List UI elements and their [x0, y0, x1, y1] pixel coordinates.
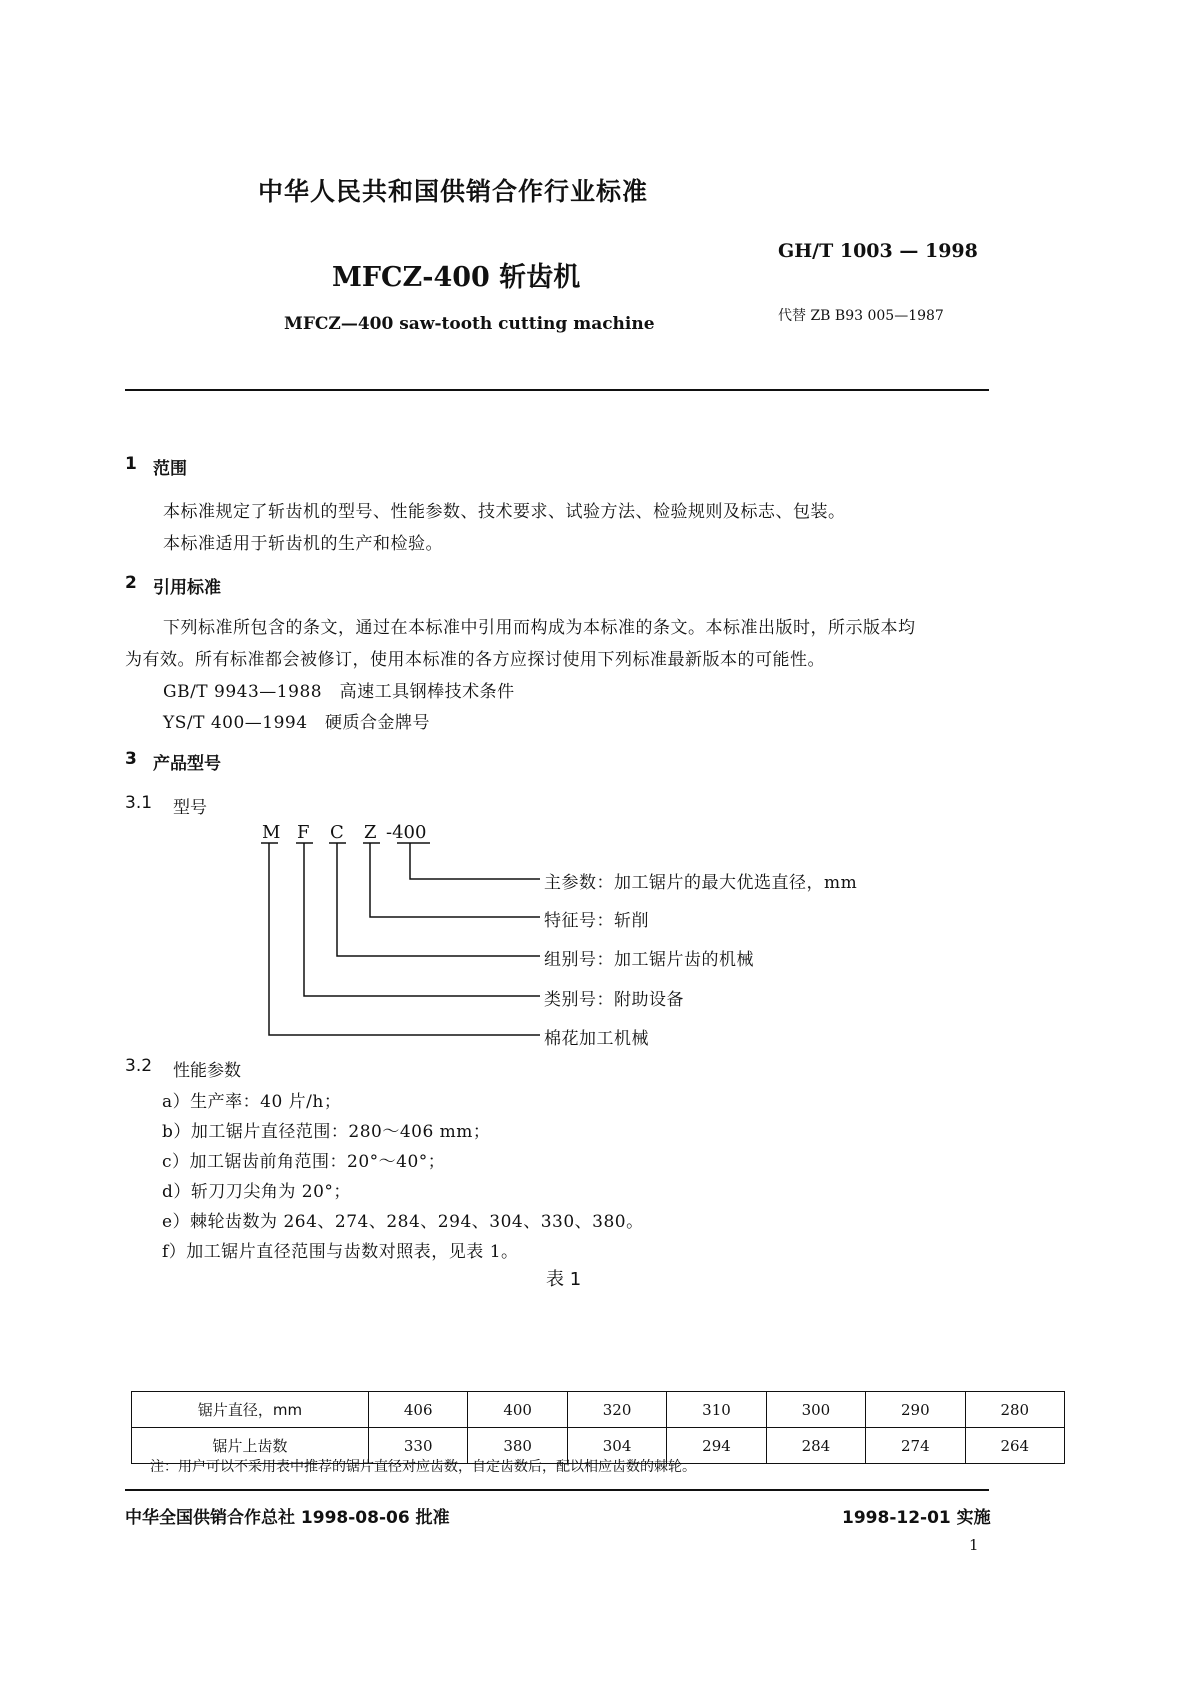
- table-cell: 274: [866, 1428, 965, 1464]
- model-legend-item: 主参数：加工锯片的最大优选直径，mm: [544, 873, 858, 893]
- leader-line-category: [304, 843, 540, 996]
- section-1-number: 1: [125, 454, 137, 474]
- table-cell: 294: [667, 1428, 766, 1464]
- effective-date: 1998-12-01 实施: [842, 1508, 991, 1528]
- table-cell: 280: [965, 1392, 1064, 1428]
- leader-line-group: [337, 843, 540, 956]
- section-2-paragraph: 下列标准所包含的条文，通过在本标准中引用而构成为本标准的条文。本标准出版时，所示版本均: [163, 618, 916, 638]
- spec-item: a）生产率：40 片/h；: [162, 1092, 342, 1112]
- leader-line-feature: [370, 843, 540, 917]
- section-2-number: 2: [125, 573, 137, 593]
- issuing-org-title: 中华人民共和国供销合作行业标准: [258, 177, 649, 206]
- table-cell: 406: [369, 1392, 468, 1428]
- leader-line-main-parameter: [410, 843, 540, 879]
- row-header: 锯片上齿数: [132, 1428, 369, 1464]
- section-3-title: 产品型号: [153, 754, 221, 774]
- section-3-2-title: 性能参数: [173, 1061, 241, 1081]
- table-cell: 330: [369, 1428, 468, 1464]
- model-legend-item: 特征号：斩削: [544, 911, 649, 931]
- spec-item: c）加工锯齿前角范围：20°～40°；: [162, 1152, 446, 1172]
- section-3-2-number: 3.2: [125, 1056, 153, 1076]
- section-1-paragraph: 本标准适用于斩齿机的生产和检验。: [163, 534, 443, 554]
- table-row: [132, 1392, 1065, 1428]
- table-cell: 380: [468, 1428, 567, 1464]
- standard-number: GH/T 1003 — 1998: [778, 240, 978, 262]
- table-cell: 310: [667, 1392, 766, 1428]
- section-2-title: 引用标准: [153, 578, 221, 598]
- section-3-1-number: 3.1: [125, 793, 153, 813]
- reference-standard: YS/T 400—1994 硬质合金牌号: [163, 713, 431, 733]
- leader-line-cotton-machinery: [269, 843, 540, 1035]
- spec-item: b）加工锯片直径范围：280～406 mm；: [162, 1122, 491, 1142]
- model-legend-item: 棉花加工机械: [544, 1029, 649, 1049]
- table-note: 注：用户可以不采用表中推荐的锯片直径对应齿数，自定齿数后，配以相应齿数的棘轮。: [150, 1459, 696, 1475]
- table-cell: 264: [965, 1428, 1064, 1464]
- table-cell: 284: [766, 1428, 865, 1464]
- table-cell: 320: [567, 1392, 666, 1428]
- section-2-paragraph: 为有效。所有标准都会被修订，使用本标准的各方应探讨使用下列标准最新版本的可能性。: [125, 650, 825, 670]
- section-1-paragraph: 本标准规定了斩齿机的型号、性能参数、技术要求、试验方法、检验规则及标志、包装。: [163, 502, 846, 522]
- table-cell: 290: [866, 1392, 965, 1428]
- model-legend-item: 类别号：附助设备: [544, 990, 684, 1010]
- replaces-standard: 代替 ZB B93 005—1987: [778, 308, 944, 324]
- document-title-english: MFCZ—400 saw-tooth cutting machine: [284, 314, 655, 334]
- model-legend-item: 组别号：加工锯片齿的机械: [544, 950, 754, 970]
- model-code-letter: Z: [364, 822, 377, 843]
- page-number: 1: [969, 1536, 979, 1554]
- model-code-letter: M: [262, 822, 281, 843]
- table-caption: 表 1: [546, 1269, 582, 1290]
- model-code-number: -400: [386, 822, 427, 843]
- spec-item: e）棘轮齿数为 264、274、284、294、304、330、380。: [162, 1212, 644, 1232]
- diameter-teeth-table: [131, 1391, 1065, 1464]
- section-1-title: 范围: [153, 459, 187, 479]
- row-header: 锯片直径，mm: [132, 1392, 369, 1428]
- approval-line: 中华全国供销合作总社 1998-08-06 批准: [125, 1508, 450, 1528]
- spec-item: f）加工锯片直径范围与齿数对照表，见表 1。: [162, 1242, 519, 1262]
- table-cell: 400: [468, 1392, 567, 1428]
- spec-item: d）斩刀刀尖角为 20°；: [162, 1182, 351, 1202]
- table-cell: 304: [567, 1428, 666, 1464]
- section-3-1-title: 型号: [173, 798, 207, 818]
- table-cell: 300: [766, 1392, 865, 1428]
- reference-standard: GB/T 9943—1988 高速工具钢棒技术条件: [163, 682, 515, 702]
- document-title: MFCZ-400 斩齿机: [332, 262, 581, 293]
- model-code-letter: F: [297, 822, 310, 843]
- section-3-number: 3: [125, 749, 137, 769]
- footer-rule: [125, 1489, 989, 1491]
- model-code-letter: C: [330, 822, 344, 843]
